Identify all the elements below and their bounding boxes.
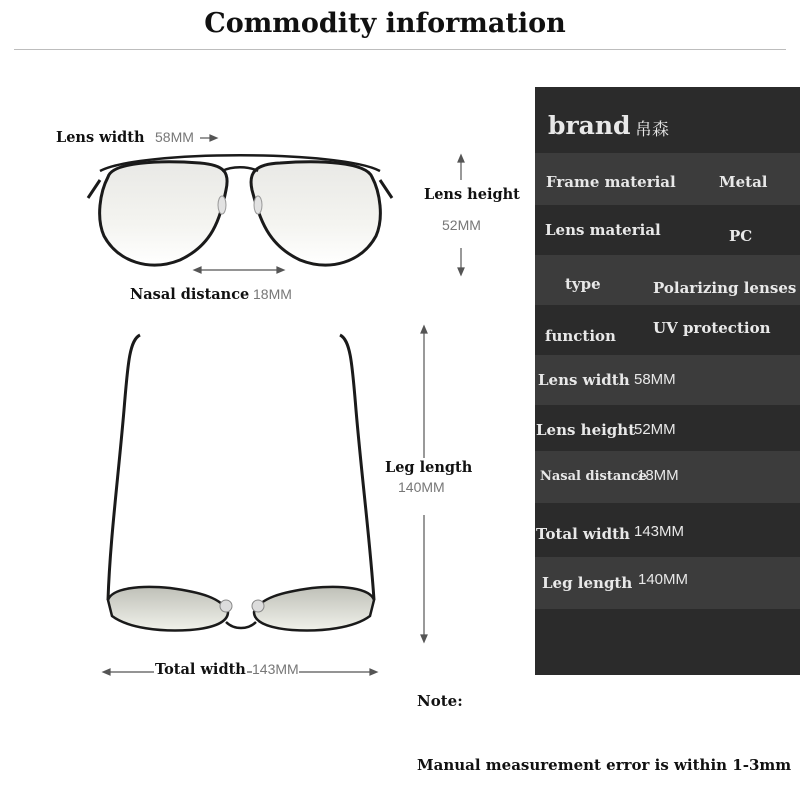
frame-material-label: Frame material <box>546 173 676 191</box>
note-text: Manual measurement error is within 1-3mm <box>417 756 792 774</box>
spec-panel <box>535 87 800 675</box>
nasal-distance-value: 18MM <box>253 286 292 302</box>
spec-nasal-distance-label: Nasal distance <box>540 469 647 484</box>
spec-row-frame-material <box>535 153 800 205</box>
spec-lens-height-label: Lens height <box>536 421 636 439</box>
spec-leg-length-label: Leg length <box>542 574 633 592</box>
spec-row-lens-height <box>535 405 800 451</box>
top-view-glasses <box>108 335 374 630</box>
function-value: UV protection <box>653 319 771 337</box>
front-view-glasses <box>88 155 392 265</box>
left-hinge <box>88 180 100 198</box>
nasal-distance-label: Nasal distance <box>130 286 250 303</box>
lens-height-value: 52MM <box>442 217 481 233</box>
leg-length-value: 140MM <box>398 479 445 495</box>
spec-row-nasal-distance <box>535 451 800 503</box>
bridge <box>222 167 258 171</box>
spec-row-leg-length <box>535 557 800 609</box>
type-label: type <box>565 275 601 293</box>
top-bridge <box>226 622 256 628</box>
spec-row-lens-width <box>535 355 800 405</box>
nasal-distance-arrow <box>194 267 284 273</box>
left-temple <box>108 335 140 600</box>
total-width-label: Total width <box>155 661 246 678</box>
left-nosepad <box>218 196 226 214</box>
spec-row-brand <box>535 87 800 153</box>
spec-row-function <box>535 305 800 355</box>
spec-row-total-width <box>535 503 800 557</box>
spec-row-empty <box>535 609 800 675</box>
spec-total-width-label: Total width <box>536 525 630 543</box>
spec-row-lens-material <box>535 205 800 255</box>
leg-length-label: Leg length <box>385 459 473 476</box>
brand-value: 帛森 <box>635 120 669 139</box>
left-lens <box>100 162 228 265</box>
left-lens-top <box>108 587 228 631</box>
note-label: Note: <box>417 692 463 710</box>
lens-material-value: PC <box>729 227 753 245</box>
function-label: function <box>545 327 616 345</box>
spec-total-width-value: 143MM <box>634 523 685 540</box>
spec-lens-width-value: 58MM <box>634 371 676 388</box>
lens-height-label: Lens height <box>424 186 520 203</box>
lens-width-arrow <box>200 135 217 141</box>
right-lens <box>251 162 380 265</box>
lens-height-arrow <box>458 155 464 275</box>
brand-label: brand <box>548 111 631 140</box>
spec-row-type <box>535 255 800 305</box>
right-lens-top <box>254 587 374 631</box>
right-temple <box>340 335 374 600</box>
lens-width-label: Lens width <box>56 129 145 146</box>
right-nosepad-top <box>252 600 264 612</box>
lens-width-value: 58MM <box>155 129 194 145</box>
type-value: Polarizing lenses <box>653 279 797 297</box>
lens-material-label: Lens material <box>545 221 661 239</box>
right-hinge <box>380 180 392 198</box>
spec-leg-length-value: 140MM <box>638 571 689 588</box>
frame-material-value: Metal <box>719 173 768 191</box>
total-width-value: 143MM <box>252 661 299 677</box>
right-nosepad <box>254 196 262 214</box>
spec-lens-height-value: 52MM <box>634 421 676 438</box>
left-nosepad-top <box>220 600 232 612</box>
spec-nasal-distance-value: 18MM <box>637 467 679 484</box>
page-title: Commodity information <box>204 8 566 39</box>
spec-lens-width-label: Lens width <box>538 371 630 389</box>
